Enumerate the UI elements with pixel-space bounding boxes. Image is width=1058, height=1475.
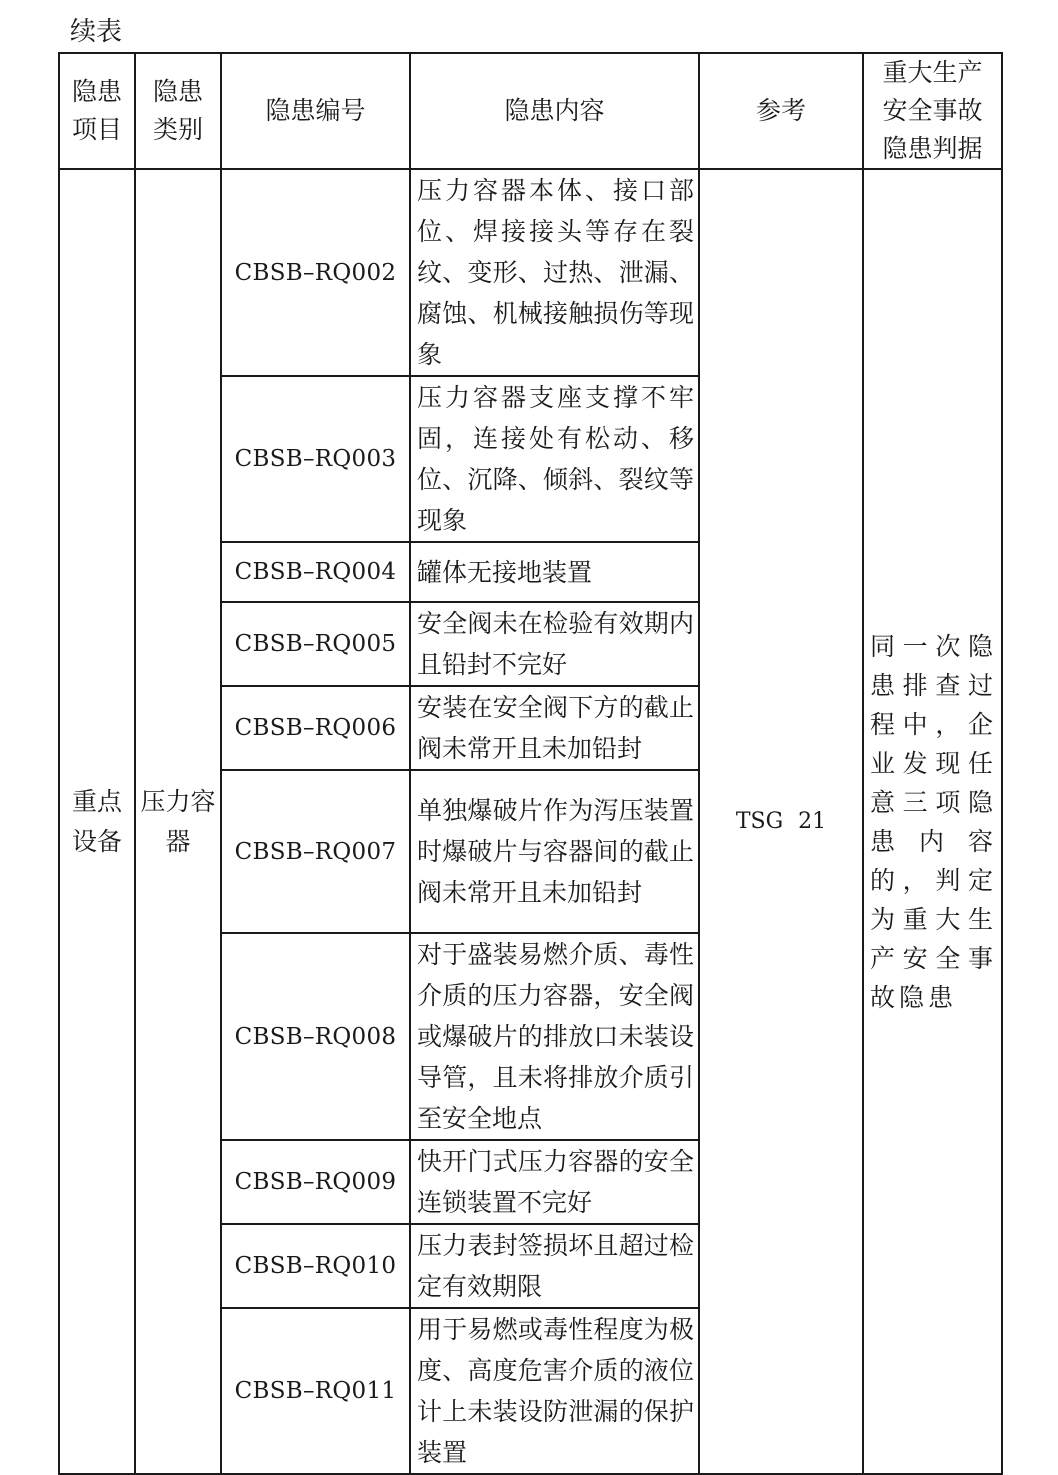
header-item: 隐患项目 [59,53,135,169]
hazard-code: CBSB–RQ011 [221,1308,410,1474]
hazard-table [58,52,1003,1475]
hazard-code: CBSB–RQ007 [221,770,410,933]
hazard-content: 单独爆破片作为泻压装置时爆破片与容器间的截止阀未常开且未加铅封 [410,770,699,933]
table-continued-caption: 续表 [70,17,123,47]
header-category: 隐患类别 [135,53,221,169]
hazard-code: CBSB–RQ006 [221,686,410,770]
hazard-code: CBSB–RQ008 [221,933,410,1140]
header-code: 隐患编号 [221,53,410,169]
hazard-content: 安装在安全阀下方的截止阀未常开且未加铅封 [410,686,699,770]
reference-cell: TSG 21 [699,169,863,1474]
hazard-content: 压力容器本体、接口部位、焊接接头等存在裂纹、变形、过热、泄漏、腐蚀、机械接触损伤等现象 [410,169,699,376]
hazard-code: CBSB–RQ005 [221,602,410,686]
hazard-content: 快开门式压力容器的安全连锁装置不完好 [410,1140,699,1224]
hazard-category-cell: 压力容器 [135,169,221,1474]
hazard-code: CBSB–RQ010 [221,1224,410,1308]
major-hazard-basis-cell: 同一次隐患排查过程中，企业发现任意三项隐患内容的，判定为重大生产安全事故隐患 [863,169,1002,1474]
hazard-code: CBSB–RQ004 [221,542,410,602]
hazard-content: 压力容器支座支撑不牢固，连接处有松动、移位、沉降、倾斜、裂纹等现象 [410,376,699,542]
header-reference: 参考 [699,53,863,169]
hazard-content: 用于易燃或毒性程度为极度、高度危害介质的液位计上未装设防泄漏的保护装置 [410,1308,699,1474]
header-content: 隐患内容 [410,53,699,169]
hazard-item-cell: 重点设备 [59,169,135,1474]
hazard-code: CBSB–RQ009 [221,1140,410,1224]
hazard-content: 压力表封签损坏且超过检定有效期限 [410,1224,699,1308]
hazard-content: 对于盛装易燃介质、毒性介质的压力容器，安全阀或爆破片的排放口未装设导管，且未将排放介质引至安全地点 [410,933,699,1140]
header-row [59,53,1002,169]
hazard-code: CBSB–RQ002 [221,169,410,376]
header-basis: 重大生产安全事故隐患判据 [863,53,1002,169]
hazard-content: 安全阀未在检验有效期内且铅封不完好 [410,602,699,686]
hazard-content: 罐体无接地装置 [410,542,699,602]
hazard-code: CBSB–RQ003 [221,376,410,542]
table-row [59,169,1002,376]
